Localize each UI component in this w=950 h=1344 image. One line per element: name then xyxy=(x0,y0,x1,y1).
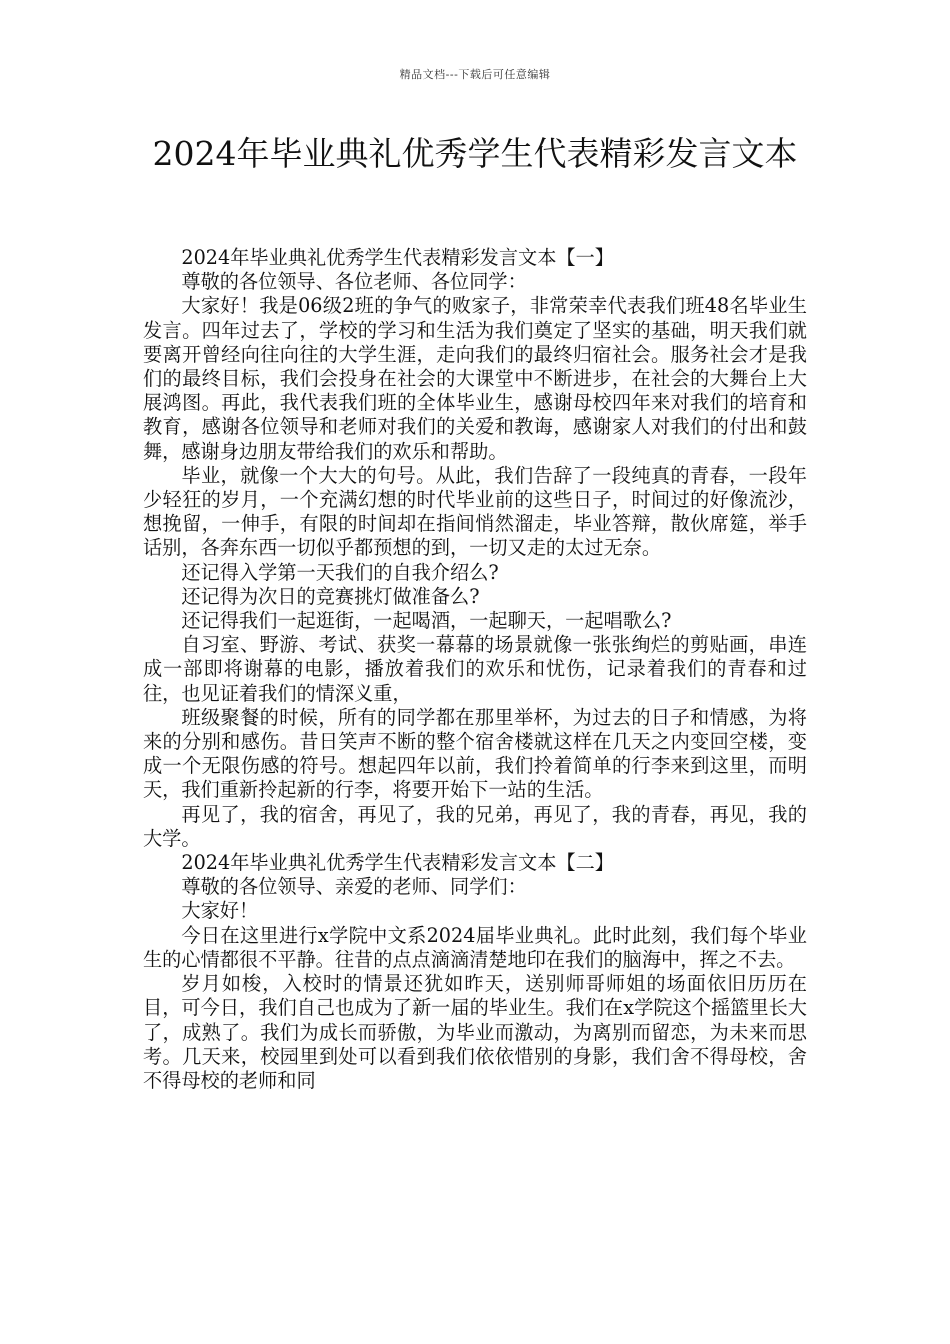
paragraph: 岁月如梭，入校时的情景还犹如昨天，送别师哥师姐的场面依旧历历在目，可今日，我们自己也成为了新一届的毕业生。我们在x学院这个摇篮里长大了，成熟了。我们为成长而骄傲，为毕业而激动，为离别而留恋，为未来而思考。几天来，校园里到处可以看到我们依依惜别的身影，我们舍不得母校，舍不得母校的老师和同 xyxy=(143,972,807,1092)
paragraph: 还记得入学第一天我们的自我介绍么? xyxy=(181,560,499,584)
document-body xyxy=(143,246,807,1093)
greeting: 大家好！ xyxy=(181,899,259,923)
paragraph: 还记得我们一起逛街，一起喝酒，一起聊天，一起唱歌么? xyxy=(181,609,672,633)
paragraph: 毕业，就像一个大大的句号。从此，我们告辞了一段纯真的青春，一段年少轻狂的岁月，一个充满幻想的时代毕业前的这些日子，时间过的好像流沙，想挽留，一伸手，有限的时间却在指间悄然溜走，毕业答辩，散伙席筵，举手话别，各奔东西一切似乎都预想的到，一切又走的太过无奈。 xyxy=(143,463,807,560)
paragraph: 自习室、野游、考试、获奖一幕幕的场景就像一张张绚烂的剪贴画，串连成一部即将谢幕的电影，播放着我们的欢乐和忧伤，记录着我们的青春和过往，也见证着我们的情深义重， xyxy=(143,633,807,705)
section-heading-2: 2024年毕业典礼优秀学生代表精彩发言文本【二】 xyxy=(181,851,614,875)
document-title: 2024年毕业典礼优秀学生代表精彩发言文本 xyxy=(152,134,798,173)
paragraph: 大家好！我是06级2班的争气的败家子，非常荣幸代表我们班48名毕业生发言。四年过去了，学校的学习和生活为我们奠定了坚实的基础，明天我们就要离开曾经向往向往的大学生涯，走向我们的最终归宿社会。服务社会才是我们的最终目标，我们会投身在社会的大课堂中不断进步，在社会的大舞台上大展鸿图。再此，我代表我们班的全体毕业生，感谢母校四年来对我们的培育和教育，感谢各位领导和老师对我们的关爱和教诲，感谢家人对我们的付出和鼓舞，感谢身边朋友带给我们的欢乐和帮助。 xyxy=(143,294,807,463)
salutation: 尊敬的各位领导、各位老师、各位同学： xyxy=(181,270,527,294)
paragraph: 班级聚餐的时候，所有的同学都在那里举杯，为过去的日子和情感，为将来的分别和感伤。昔日笑声不断的整个宿舍楼就这样在几天之内变回空楼，变成一个无限伤感的符号。想起四年以前，我们拎着简单的行李来到这里，而明天，我们重新拎起新的行李，将要开始下一站的生活。 xyxy=(143,705,807,802)
paragraph: 今日在这里进行x学院中文系2024届毕业典礼。此时此刻，我们每个毕业生的心情都很不平静。往昔的点点滴滴清楚地印在我们的脑海中，挥之不去。 xyxy=(143,923,807,971)
paragraph: 再见了，我的宿舍，再见了，我的兄弟，再见了，我的青春，再见，我的大学。 xyxy=(143,802,807,850)
paragraph: 还记得为次日的竞赛挑灯做准备么? xyxy=(181,584,480,608)
section-heading-1: 2024年毕业典礼优秀学生代表精彩发言文本【一】 xyxy=(181,246,614,269)
header-note: 精品文档---下载后可任意编辑 xyxy=(399,68,551,81)
salutation: 尊敬的各位领导、亲爱的老师、同学们： xyxy=(181,875,527,899)
